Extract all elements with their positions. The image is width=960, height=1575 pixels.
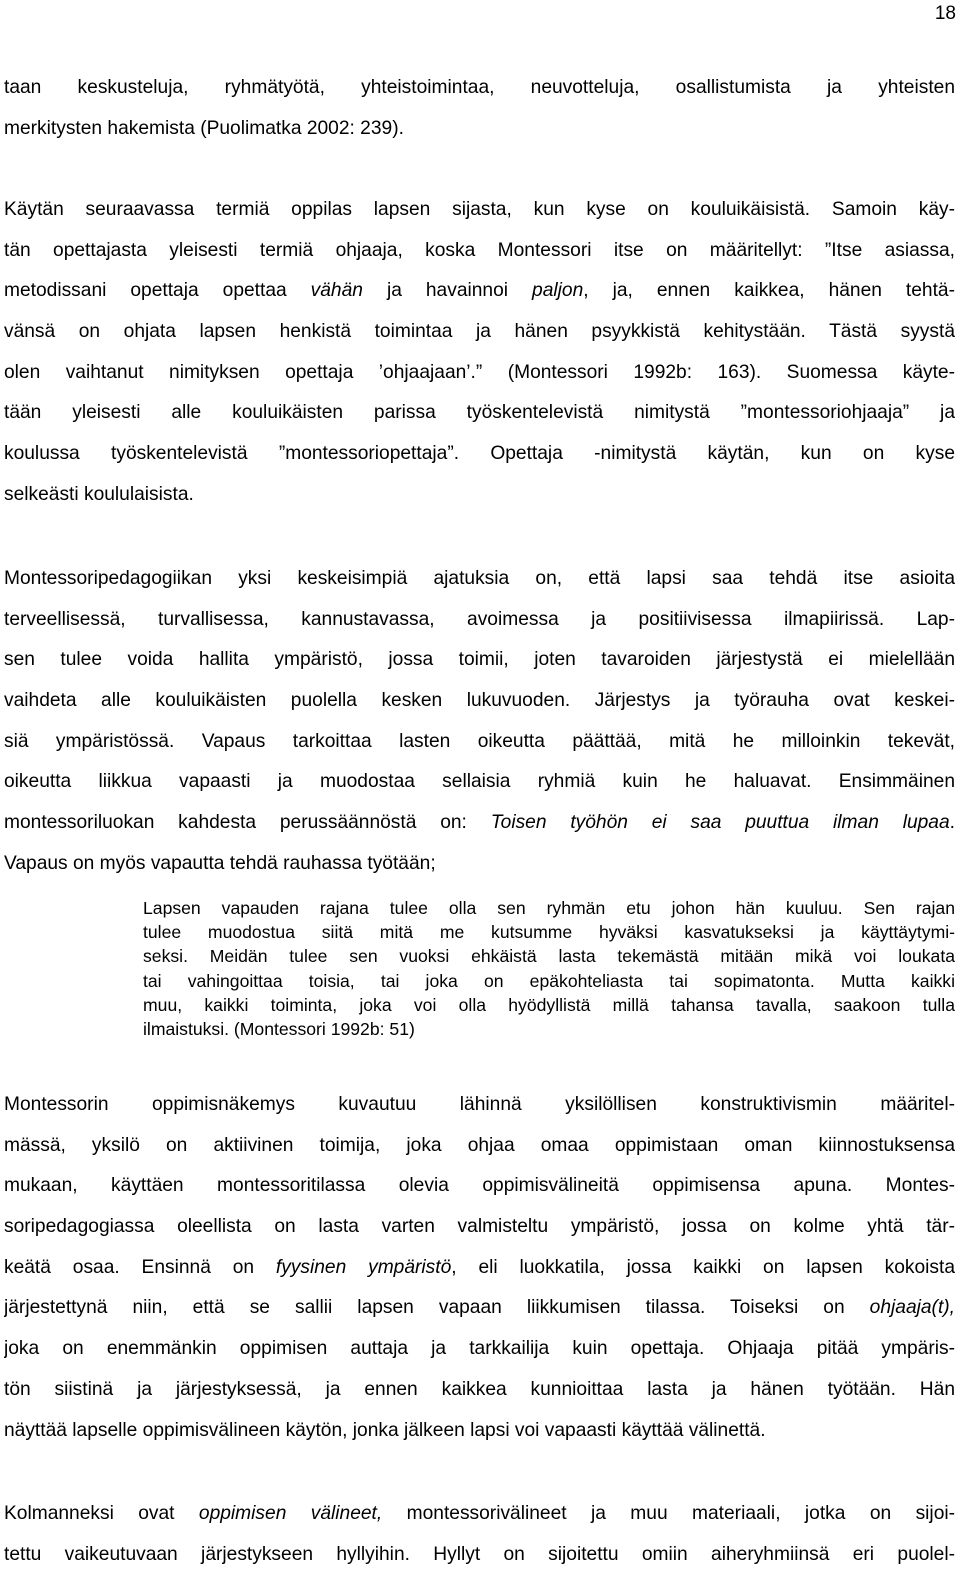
quote-line: tai vahingoittaa toisia, tai joka on epäkohteliasta tai sopimatonta. Mutta kaikki: [143, 970, 955, 991]
page-number: 18: [934, 3, 956, 24]
paragraph-line: sen tulee voida hallita ympäristö, jossa toimii, joten tavaroiden järjestystä ei mielellään: [4, 649, 955, 671]
paragraph-line: vaihdeta alle kouluikäisten puolella kesken lukuvuoden. Järjestys ja työrauha ovat keskei-: [4, 690, 955, 712]
paragraph-line: koulussa työskentelevistä ”montessoriopettaja”. Opettaja -nimitystä käytän, kun on kyse: [4, 443, 955, 465]
paragraph-line: montessoriluokan kahdesta perussäännöstä on: Toisen työhön ei saa puuttua ilman lupaa.: [4, 812, 955, 834]
quote-line: ilmaistuksi. (Montessori 1992b: 51): [143, 1018, 415, 1039]
paragraph-line: Kolmanneksi ovat oppimisen välineet, montessorivälineet ja muu materiaali, jotka on sijoi-: [4, 1503, 955, 1524]
paragraph-line: taan keskusteluja, ryhmätyötä, yhteistoimintaa, neuvotteluja, osallistumista ja yhteisten: [4, 77, 955, 98]
paragraph-line: näyttää lapselle oppimisvälineen käytön, jonka jälkeen lapsi voi vapaasti käyttää välinettä.: [4, 1419, 766, 1441]
quote-line: tulee muodostua siitä mitä me kutsumme hyväksi kasvatukseksi ja käyttäytymi-: [143, 922, 955, 943]
paragraph-line: Montessorin oppimisnäkemys kuvautuu lähinnä yksilöllisen konstruktivismin määritel-: [4, 1094, 955, 1115]
quote-line: muu, kaikki toiminta, joka voi olla hyödyllistä millä tahansa tavalla, saakoon tulla: [143, 994, 955, 1015]
paragraph-line: mässä, yksilö on aktiivinen toimija, joka ohjaa omaa oppimistaan oman kiinnostuksensa: [4, 1134, 955, 1156]
emphasis-text: fyysinen ympäristö: [275, 1256, 452, 1278]
paragraph-1: [4, 68, 955, 149]
paragraph-2: [4, 190, 955, 516]
paragraph-3: [4, 559, 955, 885]
emphasis-text: oppimisen välineet,: [198, 1503, 383, 1524]
emphasis-text: vähän: [310, 280, 363, 302]
paragraph-line: soripedagogiassa oleellista on lasta varten valmisteltu ympäristö, jossa on kolme yhtä tär-: [4, 1216, 955, 1238]
paragraph-4: [4, 1085, 955, 1451]
paragraph-line: mukaan, käyttäen montessoritilassa olevia oppimisvälineitä oppimisensa apuna. Montes-: [4, 1175, 955, 1197]
paragraph-line: oikeutta liikkua vapaasti ja muodostaa sellaisia ryhmiä kuin he haluavat. Ensimmäinen: [4, 771, 955, 793]
paragraph-line: terveellisessä, turvallisessa, kannustavassa, avoimessa ja positiivisessa ilmapiirissä. Lap-: [4, 608, 955, 630]
paragraph-line: metodissani opettaja opettaa vähän ja havainnoi paljon, ja, ennen kaikkea, hänen tehtä-: [4, 280, 955, 302]
emphasis-text: ohjaaja(t),: [869, 1297, 955, 1319]
paragraph-line: tön siistinä ja järjestyksessä, ja ennen kaikkea kunnioittaa lasta ja hänen työtään. Hän: [4, 1378, 955, 1400]
quote-line: seksi. Meidän tulee sen vuoksi ehkäistä lasta tekemästä mitään mikä voi loukata: [143, 946, 955, 967]
paragraph-line: merkitysten hakemista (Puolimatka 2002: 239).: [4, 117, 404, 139]
paragraph-line: joka on enemmänkin oppimisen auttaja ja tarkkailija kuin opettaja. Ohjaaja pitää ympäris-: [4, 1338, 955, 1360]
paragraph-line: keätä osaa. Ensinnä on fyysinen ympäristö, eli luokkatila, jossa kaikki on lapsen kokoista: [4, 1256, 955, 1278]
quote-line: Lapsen vapauden rajana tulee olla sen ryhmän etu johon hän kuuluu. Sen rajan: [143, 898, 955, 918]
block-quote: [143, 896, 955, 1041]
paragraph-line: olen vaihtanut nimityksen opettaja ’ohjaajaan’.” (Montessori 1992b: 163). Suomessa käyte-: [4, 361, 955, 383]
emphasis-text: paljon: [532, 280, 584, 302]
paragraph-line: tettu vaikeutuvaan järjestykseen hyllyihin. Hyllyt on sijoitettu omiin aiheryhmiinsä eri puolel-: [4, 1543, 955, 1565]
paragraph-5: [4, 1494, 955, 1575]
paragraph-line: selkeästi koululaisista.: [4, 483, 194, 505]
paragraph-line: siä ympäristössä. Vapaus tarkoittaa lasten oikeutta päättää, mitä he milloinkin tekevät,: [4, 730, 955, 752]
paragraph-line: Käytän seuraavassa termiä oppilas lapsen sijasta, kun kyse on kouluikäisistä. Samoin käy-: [4, 199, 955, 220]
paragraph-line: järjestettynä niin, että se sallii lapsen vapaan liikkumisen tilassa. Toiseksi on ohjaaja(t),: [4, 1297, 955, 1319]
paragraph-line: Vapaus on myös vapautta tehdä rauhassa työtään;: [4, 852, 436, 874]
paragraph-line: tän opettajasta yleisesti termiä ohjaaja, koska Montessori itse on määritellyt: ”Itse asiassa,: [4, 239, 955, 261]
paragraph-line: tään yleisesti alle kouluikäisten parissa työskentelevistä nimitystä ”montessoriohjaaja” ja: [4, 402, 955, 424]
emphasis-text: Toisen työhön ei saa puuttua ilman lupaa: [490, 812, 950, 834]
paragraph-line: vänsä on ohjata lapsen henkistä toimintaa ja hänen psyykkistä kehitystään. Tästä syystä: [4, 321, 955, 343]
paragraph-line: Montessoripedagogiikan yksi keskeisimpiä ajatuksia on, että lapsi saa tehdä itse asioita: [4, 568, 955, 589]
